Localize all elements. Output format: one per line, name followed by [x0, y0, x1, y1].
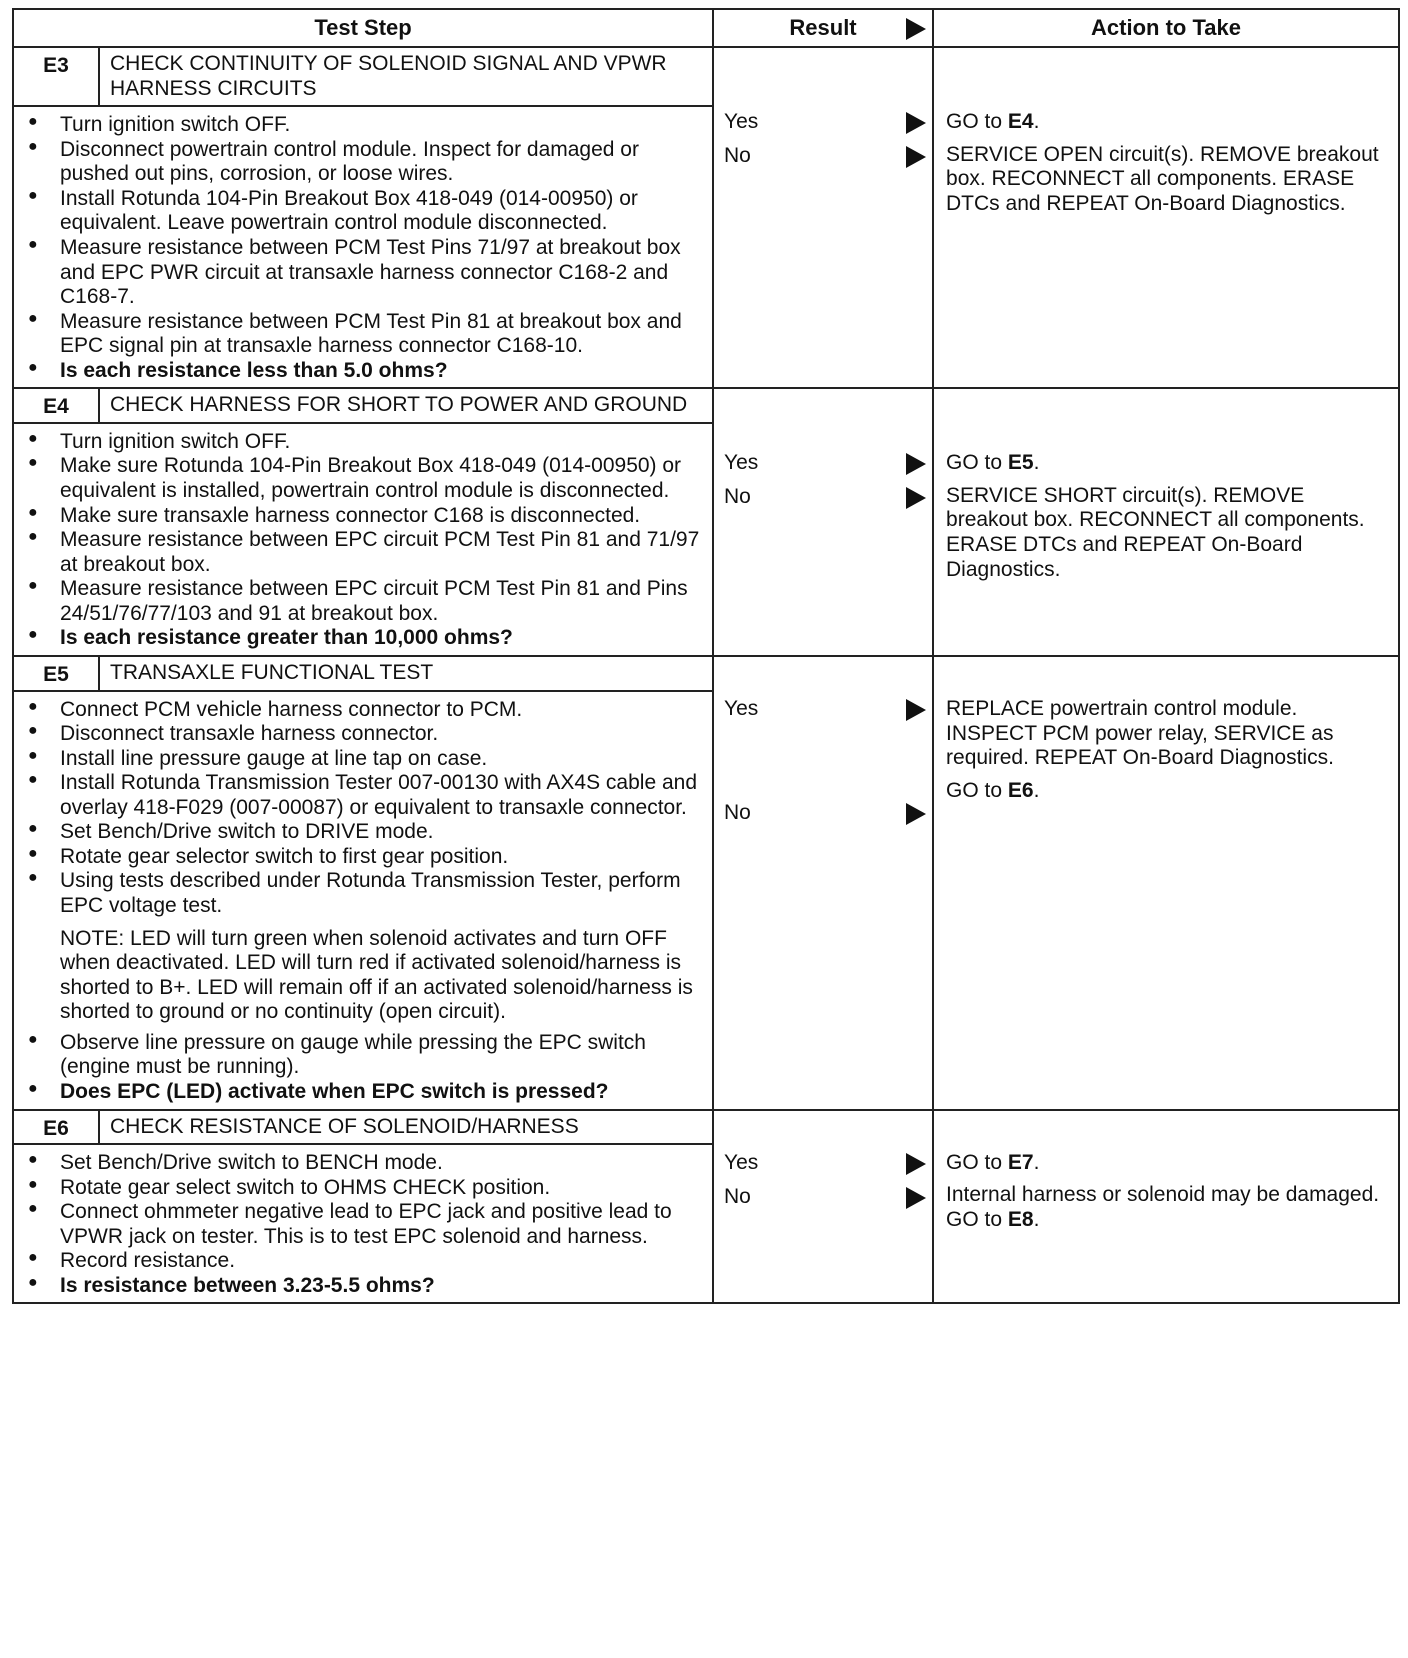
list-item: ● Set Bench/Drive switch to DRIVE mode. [24, 820, 702, 845]
list-item: ● Using tests described under Rotunda Transmission Tester, perform EPC voltage test. [24, 869, 702, 918]
action-yes: REPLACE powertrain control module. INSPECT PCM power relay, SERVICE as required. REPEAT On-Board Diagnostics. [946, 696, 1334, 770]
list-item: ● Measure resistance between PCM Test Pin 81 at breakout box and EPC signal pin at transaxle harness connector C168-10. [24, 310, 702, 359]
step-instructions [13, 691, 713, 1110]
result-yes: Yes [714, 1151, 932, 1177]
list-item: ● Disconnect transaxle harness connector. [24, 722, 702, 747]
list-item: ● Record resistance. [24, 1249, 702, 1274]
arrow-right-icon [906, 699, 926, 721]
result-yes: Yes [714, 110, 932, 136]
header-action: Action to Take [933, 9, 1399, 47]
action-no: Internal harness or solenoid may be damaged. GO to E8. [946, 1183, 1380, 1231]
list-item: ● Observe line pressure on gauge while pressing the EPC switch (engine must be running). [24, 1031, 702, 1080]
action-yes: GO to E5. [946, 451, 1040, 475]
result-no: No [714, 144, 932, 170]
list-item: ● Make sure Rotunda 104-Pin Breakout Box 418-049 (014-00950) or equivalent is installed, powertrain control module is disconnected. [24, 454, 702, 503]
list-item: ● Connect ohmmeter negative lead to EPC jack and positive lead to VPWR jack on tester. This is to test EPC solenoid and harness. [24, 1200, 702, 1249]
list-item: ● Install line pressure gauge at line tap on case. [24, 747, 702, 772]
step-title-row [13, 388, 1399, 423]
arrow-right-icon [906, 146, 926, 168]
action-no: SERVICE OPEN circuit(s). REMOVE breakout box. RECONNECT all components. ERASE DTCs and REPEAT On-Board Diagnostics. [946, 142, 1379, 215]
step-code: E4 [13, 388, 99, 423]
step-question: ● Is each resistance less than 5.0 ohms? [24, 359, 702, 384]
arrow-right-icon [906, 1153, 926, 1175]
arrow-right-icon [906, 487, 926, 509]
step-instructions [13, 106, 713, 388]
arrow-right-icon [906, 18, 926, 40]
step-title: CHECK CONTINUITY OF SOLENOID SIGNAL AND VPWR HARNESS CIRCUITS [99, 47, 713, 106]
step-title: CHECK RESISTANCE OF SOLENOID/HARNESS [99, 1110, 713, 1145]
step-instructions [13, 423, 713, 656]
list-item: ● Turn ignition switch OFF. [24, 430, 702, 455]
step-code: E3 [13, 47, 99, 106]
arrow-right-icon [906, 453, 926, 475]
result-no: No [714, 1185, 932, 1211]
result-no: No [714, 485, 932, 511]
arrow-right-icon [906, 112, 926, 134]
result-cell [713, 47, 933, 388]
arrow-right-icon [906, 1187, 926, 1209]
step-title-row [13, 1110, 1399, 1145]
table-header-row [13, 9, 1399, 47]
result-cell [713, 656, 933, 1110]
step-instructions [13, 1144, 713, 1303]
result-cell [713, 388, 933, 656]
header-result: Result [713, 9, 933, 47]
list-item: ● Install Rotunda Transmission Tester 007-00130 with AX4S cable and overlay 418-F029 (007-00087) or equivalent to transaxle connector. [24, 771, 702, 820]
result-yes: Yes [714, 451, 932, 477]
action-cell [933, 47, 1399, 388]
list-item: ● Rotate gear selector switch to first gear position. [24, 845, 702, 870]
result-no: No [714, 801, 932, 827]
list-item: ● Install Rotunda 104-Pin Breakout Box 418-049 (014-00950) or equivalent. Leave powertrain control module disconnected. [24, 187, 702, 236]
action-cell [933, 1110, 1399, 1304]
list-item: ● Connect PCM vehicle harness connector to PCM. [24, 698, 702, 723]
list-item: ● Set Bench/Drive switch to BENCH mode. [24, 1151, 702, 1176]
arrow-right-icon [906, 803, 926, 825]
step-question: ● Does EPC (LED) activate when EPC switch is pressed? [24, 1080, 702, 1105]
list-item: ● Measure resistance between EPC circuit PCM Test Pin 81 and 71/97 at breakout box. [24, 528, 702, 577]
action-cell [933, 656, 1399, 1110]
header-test-step: Test Step [13, 9, 713, 47]
list-item: ● Measure resistance between EPC circuit PCM Test Pin 81 and Pins 24/51/76/77/103 and 91 at breakout box. [24, 577, 702, 626]
list-item: ● Disconnect powertrain control module. Inspect for damaged or pushed out pins, corrosion, or loose wires. [24, 138, 702, 187]
step-code: E6 [13, 1110, 99, 1145]
action-cell [933, 388, 1399, 656]
list-item: ● Make sure transaxle harness connector C168 is disconnected. [24, 504, 702, 529]
step-code: E5 [13, 656, 99, 691]
action-no: GO to E6. [946, 778, 1040, 802]
step-title: TRANSAXLE FUNCTIONAL TEST [99, 656, 713, 691]
step-title-row [13, 47, 1399, 106]
step-title-row [13, 656, 1399, 691]
list-item: ● Turn ignition switch OFF. [24, 113, 702, 138]
result-yes: Yes [714, 697, 932, 723]
action-yes: GO to E4. [946, 110, 1040, 133]
result-cell [713, 1110, 933, 1304]
list-item: ● Rotate gear select switch to OHMS CHECK position. [24, 1176, 702, 1201]
step-question: ● Is resistance between 3.23-5.5 ohms? [24, 1274, 702, 1299]
step-question: ● Is each resistance greater than 10,000 ohms? [24, 626, 702, 651]
list-item: ● Measure resistance between PCM Test Pins 71/97 at breakout box and EPC PWR circuit at transaxle harness connector C168-2 and C168-7. [24, 236, 702, 310]
action-yes: GO to E7. [946, 1150, 1040, 1174]
diagnostic-table [12, 8, 1400, 1304]
step-note: NOTE: LED will turn green when solenoid activates and turn OFF when deactivated. LED will turn red if activated solenoid/harness is shorted to B+. LED will remain off if an activated solenoid/harness is shorted to ground or no continuity (open circuit). [60, 926, 693, 1024]
step-title: CHECK HARNESS FOR SHORT TO POWER AND GROUND [99, 388, 713, 423]
action-no: SERVICE SHORT circuit(s). REMOVE breakout box. RECONNECT all components. ERASE DTCs and REPEAT On-Board Diagnostics. [946, 483, 1365, 581]
